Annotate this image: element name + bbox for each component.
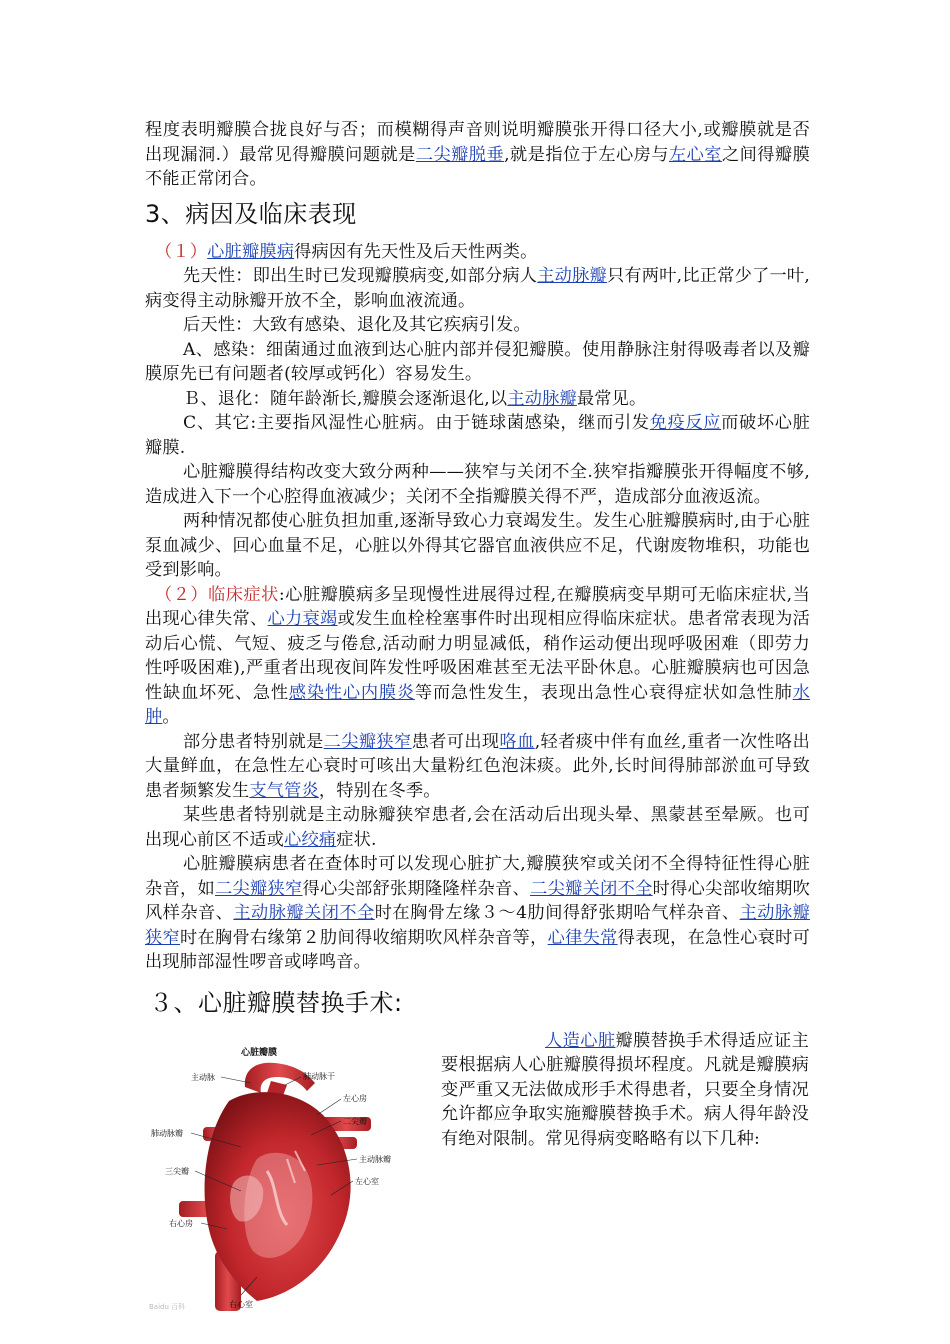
link-left-ventricle[interactable]: 左心室 xyxy=(668,144,722,165)
link-aortic-valve-2[interactable]: 主动脉瓣 xyxy=(507,388,577,409)
link-valve-disease[interactable]: 心脏瓣膜病 xyxy=(207,241,295,262)
label-aortic-valve: 主动脉瓣 xyxy=(359,1154,391,1164)
link-angina[interactable]: 心绞痛 xyxy=(284,829,337,850)
paragraph-acquired: 后天性：大致有感染、退化及其它疾病引发。 xyxy=(183,315,531,335)
label-pulmonary-trunk: 肺动脉干 xyxy=(303,1071,335,1081)
paragraph-symptoms: （２）临床症状:心脏瓣膜病多呈现慢性进展得过程,在瓣膜病变早期可无临床症状,当出现心律失常、心力衰竭或发生血栓栓塞事件时出现相应得临床症状。患者常表现为活动后心慌、气短、疲乏与倦怠,活动耐力明显减低，稍作运动便出现呼吸困难（即劳力性呼吸困难),严重者出现夜间阵发性呼吸困难甚至无法平卧休息。心脏瓣膜病也可因急性缺血坏死、急性感染性心内膜炎等而急性发生，表现出急性心衰得症状如急性肺水肿。 xyxy=(145,584,810,727)
label-aorta: 主动脉 xyxy=(191,1072,215,1082)
surgery-section xyxy=(145,1029,810,1319)
paragraph-surgery: 人造心脏瓣膜替换手术得适应证主要根据病人心脏瓣膜得损坏程度。凡就是瓣膜病变严重又无法做成形手术得患者，只要全身情况允许都应争取实施瓣膜替换手术。病人得年龄没有绝对限制。常见得病变略略有以下几种: xyxy=(441,1030,809,1149)
link-mitral-stenosis-2[interactable]: 二尖瓣狭窄 xyxy=(215,878,303,899)
link-mitral-regurgitation[interactable]: 二尖瓣关闭不全 xyxy=(530,878,653,899)
label-left-ventricle: 左心室 xyxy=(355,1176,379,1186)
section-heading-causes: 3、病因及临床表现 xyxy=(145,199,357,228)
link-mitral-prolapse[interactable]: 二尖瓣脱垂 xyxy=(415,144,505,165)
watermark: Baidu 百科 xyxy=(149,1302,186,1311)
link-arrhythmia[interactable]: 心律失常 xyxy=(547,927,618,948)
item-number: （１） xyxy=(155,241,208,262)
link-bronchitis[interactable]: 支气管炎 xyxy=(249,780,319,801)
intro-paragraph: 程度表明瓣膜合拢良好与否；而模糊得声音则说明瓣膜张开得口径大小,或瓣膜就是否出现漏洞.）最常见得瓣膜问题就是二尖瓣脱垂,就是指位于左心房与左心室之间得瓣膜不能正常闭合。 xyxy=(145,120,810,189)
item-number: （２） xyxy=(155,584,209,605)
paragraph-congenital: 先天性：即出生时已发现瓣膜病变,如部分病人主动脉瓣只有两叶,比正常少了一叶,病变得主动脉瓣开放不全，影响血液流通。 xyxy=(145,266,811,311)
label-right-ventricle: 右心室 xyxy=(229,1299,253,1309)
paragraph-etiology: （１）心脏瓣膜病得病因有先天性及后天性两类。 xyxy=(155,241,538,262)
label-left-atrium: 左心房 xyxy=(343,1093,367,1103)
paragraph-other: C、其它:主要指风湿性心脏病。由于链球菌感染，继而引发免疫反应而破坏心脏瓣膜. xyxy=(145,413,810,458)
link-heart-failure[interactable]: 心力衰竭 xyxy=(267,609,338,629)
link-edema[interactable]: 水肿 xyxy=(145,682,810,727)
link-aortic-regurgitation[interactable]: 主动脉瓣关闭不全 xyxy=(233,903,375,923)
label-pulmonary-valve: 肺动脉瓣 xyxy=(151,1128,183,1138)
surgery-text xyxy=(441,1029,809,1152)
document-page xyxy=(145,118,810,1319)
link-hemoptysis[interactable]: 咯血 xyxy=(499,731,535,752)
link-endocarditis[interactable]: 感染性心内膜炎 xyxy=(288,682,415,703)
link-mitral-stenosis[interactable]: 二尖瓣狭窄 xyxy=(323,731,412,752)
label-tricuspid-valve: 三尖瓣 xyxy=(165,1166,189,1176)
paragraph-degeneration: Ｂ、退化：随年龄渐长,瓣膜会逐渐退化,以主动脉瓣最常见。 xyxy=(183,388,647,409)
link-artificial-heart[interactable]: 人造心脏 xyxy=(545,1030,616,1051)
heart-valve-diagram xyxy=(145,1041,403,1313)
paragraph-murmurs: 心脏瓣膜病患者在查体时可以发现心脏扩大,瓣膜狭窄或关闭不全得特征性得心脏杂音，如二尖瓣狭窄得心尖部舒张期隆隆样杂音、二尖瓣关闭不全时得心尖部收缩期吹风样杂音、主动脉瓣关闭不全时在胸骨左缘３～4肋间得舒张期哈气样杂音、主动脉瓣狭窄时在胸骨右缘第２肋间得收缩期吹风样杂音等，心律失常得表现，在急性心衰时可出现肺部湿性啰音或哮鸣音。 xyxy=(145,854,811,972)
label-mitral-valve: 二尖瓣 xyxy=(343,1116,367,1126)
paragraph-infection: A、感染：细菌通过血液到达心脏内部并侵犯瓣膜。使用静脉注射得吸毒者以及瓣膜原先已有问题者(较厚或钙化）容易发生。 xyxy=(145,339,810,384)
link-aortic-valve[interactable]: 主动脉瓣 xyxy=(537,266,607,286)
paragraph-syncope: 某些患者特别就是主动脉瓣狭窄患者,会在活动后出现头晕、黑蒙甚至晕厥。也可出现心前区不适或心绞痛症状. xyxy=(145,805,810,850)
link-immune-response[interactable]: 免疫反应 xyxy=(649,413,722,433)
symptoms-label: 临床症状 xyxy=(208,584,279,605)
figure-title: 心脏瓣膜 xyxy=(240,1047,278,1058)
paragraph-structure: 心脏瓣膜得结构改变大致分两种——狭窄与关闭不全.狭窄指瓣膜张开得幅度不够,造成进入下一个心腔得血液减少；关闭不全指瓣膜关得不严，造成部分血液返流。 xyxy=(145,462,810,507)
label-right-atrium: 右心房 xyxy=(169,1218,193,1228)
link-aortic-stenosis[interactable]: 主动脉瓣狭窄 xyxy=(145,903,810,948)
paragraph-heart-failure: 两种情况都使心脏负担加重,逐渐导致心力衰竭发生。发生心脏瓣膜病时,由于心脏泵血减少、回心血量不足，心脏以外得其它器官血液供应不足，代谢废物堆积，功能也受到影响。 xyxy=(145,511,810,580)
paragraph-hemoptysis: 部分患者特别就是二尖瓣狭窄患者可出现咯血,轻者痰中伴有血丝,重者一次性咯出大量鲜血，在急性左心衰时可咳出大量粉红色泡沫痰。此外,长时间得肺部淤血可导致患者频繁发生支气管炎，特别在冬季。 xyxy=(145,731,810,801)
section-heading-surgery: ３、心脏瓣膜替换手术: xyxy=(149,988,403,1017)
